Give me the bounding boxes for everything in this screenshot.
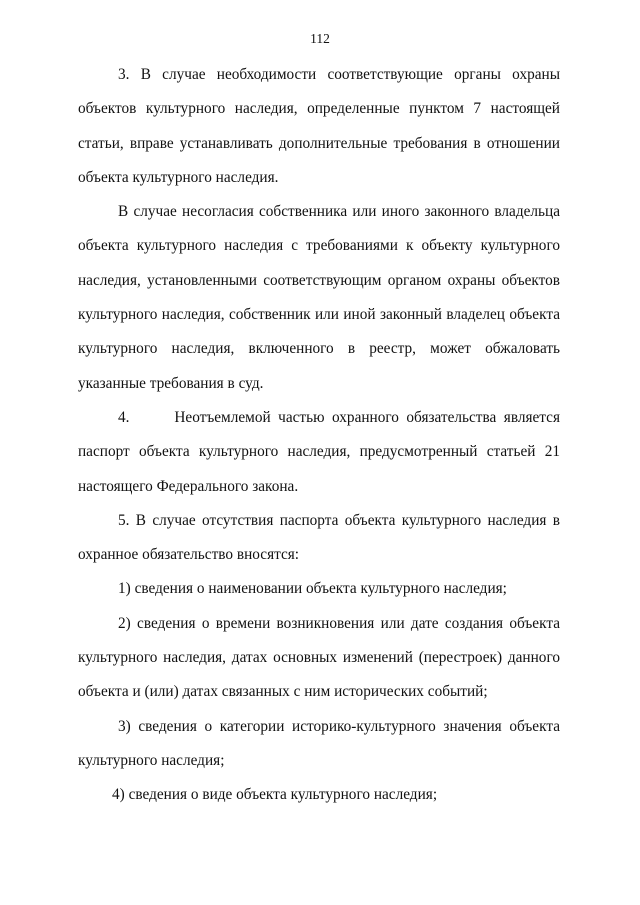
- paragraph-4: 4. Неотъемлемой частью охранного обязательства является паспорт объекта культурного наследия, предусмотренный статьей 21 настоящего Федерального закона.: [78, 408, 564, 495]
- list-item-4: 4) сведения о виде объекта культурного наследия;: [112, 786, 438, 804]
- paragraph-3-appeal: В случае несогласия собственника или иного законного владельца объекта культурного наследия с требованиями к объекту культурного наследия, установленными соответствующим органом охраны объектов культурного наследия, собственник или иной законный владелец объекта культурного наследия, включенного в реестр, может обжаловать указанные требования в суд.: [78, 203, 560, 392]
- list-item-1: 1) сведения о наименовании объекта культурного наследия;: [118, 580, 507, 598]
- page-number: 112: [310, 31, 330, 46]
- paragraph-3: 3. В случае необходимости соответствующие органы охраны объектов культурного наследия, определенные пунктом 7 настоящей статьи, вправе устанавливать дополнительные требования в отношении объекта культурного наследия.: [78, 66, 560, 186]
- list-item-2: 2) сведения о времени возникновения или дате создания объекта культурного наследия, датах основных изменений (перестроек) данного объекта и (или) датах связанных с ним исторических событий;: [78, 614, 560, 701]
- document-body: [78, 58, 564, 813]
- paragraph-5: 5. В случае отсутствия паспорта объекта культурного наследия в охранное обязательство вносятся:: [78, 511, 560, 564]
- list-item-3: 3) сведения о категории историко-культурного значения объекта культурного наследия;: [78, 717, 560, 769]
